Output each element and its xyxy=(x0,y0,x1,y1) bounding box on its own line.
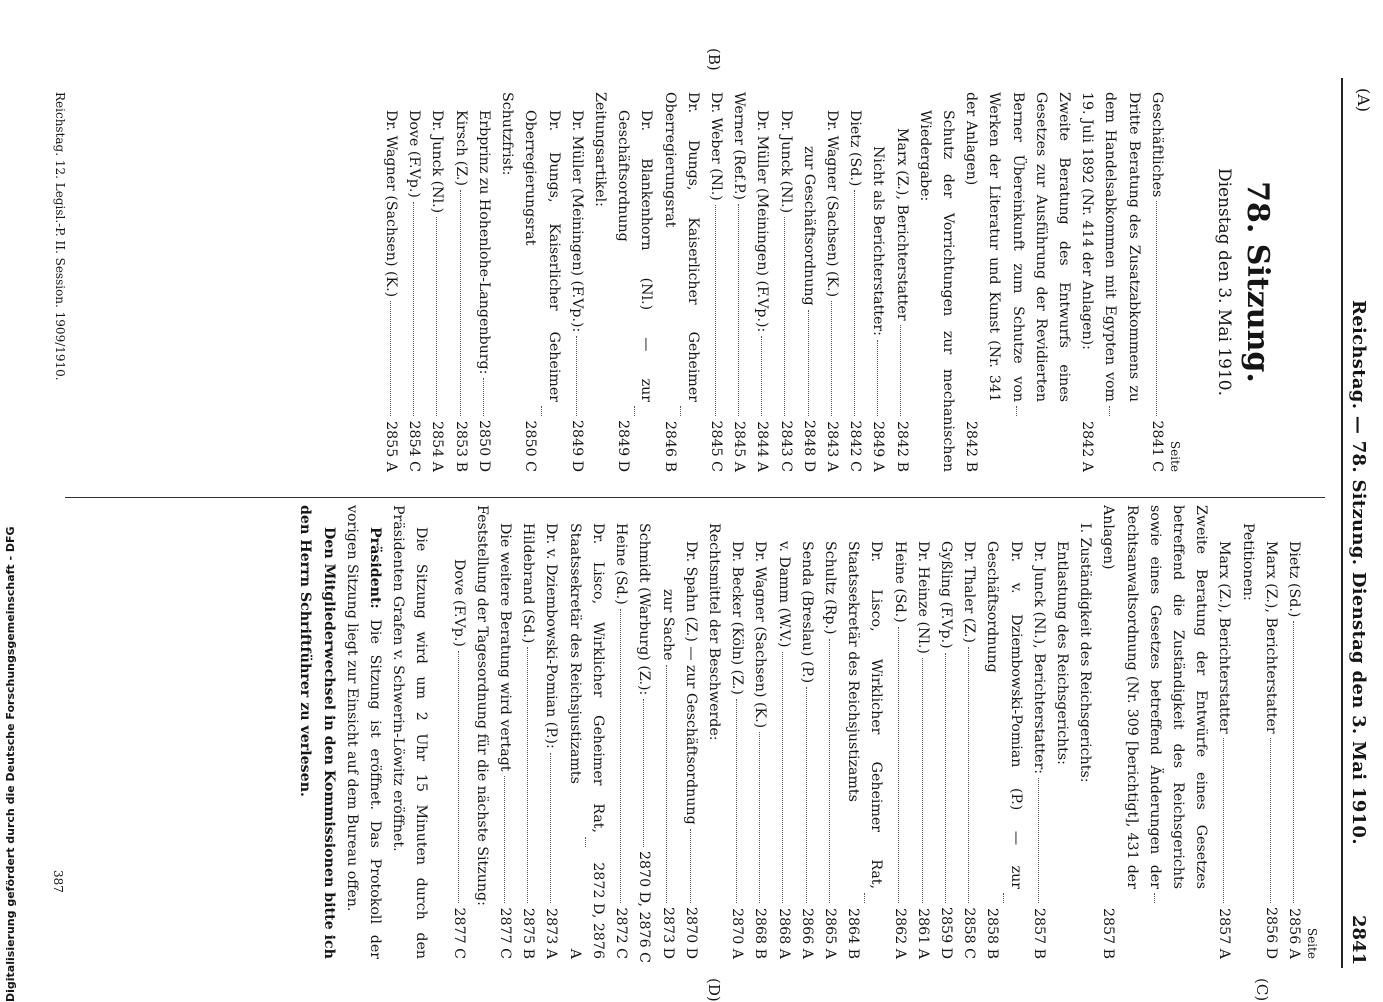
toc-entry-text: Dritte Beratung des Zusatzabkommens zu dem Handelsabkommen mit Egypten vom 19. Juli 1892 (Nr. 414 der Anlagen): xyxy=(1079,92,1142,402)
page-number: 2841 xyxy=(1348,915,1369,966)
toc-entry xyxy=(563,505,609,959)
toc-entry-page: 2856 A xyxy=(1286,908,1302,959)
toc-entry-text: Dr. Dungs, Kaiserlicher Geheimer Oberregierungsrat xyxy=(661,92,701,402)
leader-dots xyxy=(585,837,586,847)
leader-dots xyxy=(483,378,484,416)
toc-entry-page: 2843 C xyxy=(777,420,794,472)
toc-entry-page: 2870 D xyxy=(682,907,699,959)
leader-dots xyxy=(458,651,459,903)
toc-entry-page: 2877 C xyxy=(450,907,467,959)
toc-entry-text: Heine (Sd.) xyxy=(613,523,630,605)
toc-entry-text: zur Geschäftsordnung xyxy=(800,146,817,306)
toc-entry xyxy=(1096,505,1212,959)
leader-dots xyxy=(634,406,635,416)
toc-entry-text: Dr. Lisco, Wirklicher Geheimer Rat, Staatssekretär des Reichsjustizamts xyxy=(566,523,606,833)
toc-entry-page: 2875 B xyxy=(520,907,537,959)
toc-entry xyxy=(748,505,771,959)
toc-entry xyxy=(472,92,495,472)
toc-entry xyxy=(446,505,469,959)
president-text: Die Sitzung ist eröffnet. Das Protokoll der vorigen Sitzung liegt zur Einsicht auf dem Bureau offen. xyxy=(343,505,384,960)
toc-entry xyxy=(959,92,1075,472)
leader-dots xyxy=(968,647,969,903)
leader-dots xyxy=(504,776,505,903)
right-column xyxy=(293,505,1319,963)
toc-entry-page: 2845 A xyxy=(731,421,748,472)
toc-entry-text: Zweite Beratung des Entwurfs eines Gesetzes zur Ausführung der Revidierten Berner Übereinkunft zum Schutze von Werken der Literatur und Kunst (Nr. 341 der Anlagen) xyxy=(963,92,1072,402)
toc-entry-page: 2854 A xyxy=(429,421,446,472)
leader-dots xyxy=(945,653,946,903)
toc-entry-text: Schutz der Vorrichtungen zur mechanischen Wiedergabe: xyxy=(916,110,956,472)
toc-entry xyxy=(820,92,843,472)
toc-entry-text: Geschäftliches xyxy=(1148,92,1165,198)
toc-entry-page: 2873 A xyxy=(543,908,560,959)
leader-dots xyxy=(922,658,923,903)
toc-entry-page: 2877 C xyxy=(497,907,514,959)
toc-entry xyxy=(632,505,655,963)
toc-entry xyxy=(841,505,887,959)
toc-entry-text: Nicht als Berichterstatter: xyxy=(870,146,887,336)
toc-entry xyxy=(913,92,959,472)
leader-dots xyxy=(1293,621,1294,903)
leader-dots xyxy=(1038,778,1039,903)
leader-dots xyxy=(527,647,528,903)
toc-entry xyxy=(866,92,889,472)
toc-entry-page: 2853 B xyxy=(452,420,469,472)
toc-entry-text: Dr. Dungs, Kaiserlicher Geheimer Oberregierungsrat xyxy=(522,110,562,402)
column-rule xyxy=(65,497,1325,498)
toc-entry-page: 2854 C xyxy=(406,420,423,472)
leader-dots xyxy=(643,699,644,847)
toc-entry-page: 2849 D xyxy=(568,420,585,472)
toc-entry-text: Kirsch (Z.) xyxy=(452,110,469,186)
toc-entry-page: 2850 C xyxy=(522,420,539,472)
toc-entry-page: 2842 B xyxy=(893,420,910,472)
toc-entry xyxy=(795,505,818,959)
toc-entry-text: Marx (Z.), Berichterstatter xyxy=(1262,541,1279,734)
toc-entry-text: Schmidt (Warburg) (Z.): xyxy=(636,523,653,696)
leader-dots xyxy=(877,340,878,416)
toc-entry-page: 2856 D xyxy=(1262,907,1279,959)
leader-dots xyxy=(854,190,855,416)
toc-entry-page: 2843 A xyxy=(823,421,840,472)
toc-entry xyxy=(493,505,516,959)
leader-dots xyxy=(900,325,901,416)
margin-marker-a: (A) xyxy=(1354,88,1373,113)
toc-entry-page: 2861 A xyxy=(914,908,931,959)
commission-paragraph: Den Mitgliederwechsel in den Kommissionen bitte ich den Herrn Schriftführer zu verlesen. xyxy=(297,505,337,959)
toc-entry xyxy=(655,505,678,959)
toc-entry xyxy=(379,92,402,472)
session-title: 78. Sitzung. xyxy=(1240,181,1275,383)
toc-entry-page: 2845 C xyxy=(707,420,724,472)
toc-entry-page: 2842 C xyxy=(847,420,864,472)
footer-page-count: 387 xyxy=(51,870,65,893)
toc-entry-page: 2865 A xyxy=(821,908,838,959)
leader-dots xyxy=(784,217,785,416)
leader-dots xyxy=(898,627,899,903)
toc-entry-text: Dr. Weber (Nl.) xyxy=(707,92,724,201)
toc-entry-text: Dr. Junck (Nl.) xyxy=(429,110,446,214)
toc-entry-text: Senda (Breslau) (P.) xyxy=(798,541,815,684)
toc-entry xyxy=(449,92,472,472)
margin-marker-b: (B) xyxy=(705,48,723,71)
leader-dots xyxy=(436,217,437,416)
seite-label-right: Seite xyxy=(1305,927,1319,959)
leader-dots xyxy=(541,406,542,416)
toc-entry-text: Dietz (Sd.) xyxy=(847,110,864,187)
toc-entry xyxy=(1075,92,1145,472)
toc-entry-page: 2858 C xyxy=(961,907,978,959)
leader-dots xyxy=(413,202,414,416)
toc-entry-text: Dr. Blankenhorn (Nl.) — zur Geschäftsordnung xyxy=(615,110,655,402)
toc-entry xyxy=(771,505,794,959)
toc-entry-text: Dr. Junck (Nl.) xyxy=(777,110,794,214)
leader-dots xyxy=(666,665,667,903)
leader-dots xyxy=(806,687,807,903)
toc-entry-page: 2872 C xyxy=(613,907,630,959)
leader-dots xyxy=(1154,893,1155,903)
toc-entry-page: 2870 D, 2876 C xyxy=(636,851,653,963)
toc-entry-text: Zeitungsartikel: xyxy=(591,92,608,207)
toc-entry xyxy=(470,505,493,959)
leader-dots xyxy=(1109,406,1110,416)
toc-entry xyxy=(797,92,820,472)
leader-dots xyxy=(390,301,391,416)
toc-entry xyxy=(750,92,773,472)
toc-entry-text: Erbprinz zu Hohenlohe-Langenburg: xyxy=(475,110,492,375)
left-column xyxy=(379,92,1319,472)
leader-dots xyxy=(460,190,461,416)
toc-entry xyxy=(402,92,425,472)
toc-entry-text: Dietz (Sd.) xyxy=(1286,541,1302,618)
toc-entry-text: zur Sache xyxy=(659,589,676,661)
leader-dots xyxy=(829,639,830,903)
toc-entry xyxy=(818,505,841,959)
toc-entry xyxy=(725,505,748,959)
toc-entry-page: 2842 B xyxy=(963,420,980,472)
toc-entry-page: 2864 B xyxy=(845,907,862,959)
toc-entry-text: Rechtsmittel der Beschwerde: xyxy=(705,523,722,741)
leader-dots xyxy=(831,301,832,416)
digitization-note: Digitalisierung gefördert durch die Deutsche Forschungsgemeinschaft - DFG xyxy=(4,526,17,1002)
toc-entry-page: 2846 B xyxy=(661,420,678,472)
leader-dots xyxy=(808,310,809,416)
leader-dots xyxy=(759,732,760,903)
toc-entry-page: 2868 A xyxy=(775,908,792,959)
toc-entry-text: Schultz (Rp.) xyxy=(821,541,838,635)
toc-entry xyxy=(657,92,703,472)
seite-label: Seite xyxy=(1167,440,1182,472)
toc-entry xyxy=(704,92,727,472)
toc-entry xyxy=(702,505,725,959)
toc-entry-page: 2849 D xyxy=(615,420,632,472)
toc-entry-page: 2857 B xyxy=(1100,907,1117,959)
toc-entry-text: Dr. Junck (Nl.), Berichterstatter: xyxy=(1030,541,1047,775)
toc-entry xyxy=(773,92,796,472)
toc-entry xyxy=(565,92,588,472)
leader-dots xyxy=(715,205,716,416)
toc-entry-text: Dove (F.Vp.) xyxy=(406,110,423,198)
toc-entry-text: Zweite Beratung der Entwürfe eines Gesetzes betreffend die Zuständigkeit des Reichsgerichts sowie eines Gesetzes betreffend Änderungen der Rechtsanwaltsordnung (Nr. 309 [berichtigt], 431 der Anlagen) xyxy=(1100,505,1210,889)
toc-entry xyxy=(495,92,518,472)
leader-dots xyxy=(738,204,739,416)
toc-entry-text: Heine (Sd.) xyxy=(891,541,908,623)
toc-entry-text: Feststellung der Tagesordnung für die nächste Sitzung: xyxy=(473,505,490,906)
toc-entry-text: Petitionen: xyxy=(1239,523,1256,601)
toc-entry-page: 2841 C xyxy=(1148,420,1165,472)
toc-entry-text: v. Damm (W.V.) xyxy=(775,541,792,648)
toc-entry xyxy=(1212,505,1235,959)
toc-entry-text: Dove (F.Vp.) xyxy=(450,559,467,647)
toc-entry xyxy=(887,505,910,959)
leader-dots xyxy=(1016,406,1017,416)
toc-entry-text: Dr. Spahn (Z.) — zur Geschäftsordnung xyxy=(682,541,699,825)
toc-entry xyxy=(1282,505,1305,959)
toc-entry-text: Dr. Wagner (Sachsen) (K.) xyxy=(752,541,769,729)
toc-entry-text: Dr. Heinze (Nl.) xyxy=(914,541,931,654)
toc-entry-text: Dr. Thaler (Z.) xyxy=(961,541,978,644)
toc-entry xyxy=(539,505,562,959)
toc-entry xyxy=(1050,505,1073,959)
leader-dots xyxy=(680,406,681,416)
toc-entry-text: Dr. Lisco, Wirklicher Geheimer Rat, Staatssekretär des Reichsjustizamts xyxy=(845,541,885,889)
toc-entry-text: Die weitere Beratung wird vertagt xyxy=(497,523,514,772)
leader-dots xyxy=(620,609,621,903)
toc-entry xyxy=(425,92,448,472)
toc-entry-text: Gyßling (F.Vp.) xyxy=(937,541,954,649)
toc-entry xyxy=(518,92,564,472)
toc-entry-page: 2859 D xyxy=(937,907,954,959)
margin-marker-d: (D) xyxy=(705,978,723,1002)
toc-entry-text: Schutzfrist: xyxy=(499,92,516,176)
running-header: Reichstag. — 78. Sitzung. Dienstag den 3. Mai 1910. xyxy=(1348,300,1369,845)
leader-dots xyxy=(864,893,865,903)
toc-entry xyxy=(727,92,750,472)
leader-dots xyxy=(1270,738,1271,903)
footer-left: Reichstag. 12. Legisl.-P. II. Session. 1909/1910. xyxy=(53,92,67,381)
toc-entry-text: Dr. v. Dziembowski-Pomian (P.) — zur Geschäftsordnung xyxy=(984,541,1024,889)
toc-entry-text: Marx (Z.), Berichterstatter xyxy=(893,128,910,321)
toc-entry xyxy=(1073,505,1096,959)
toc-entry-text: Dr. Becker (Köln) (Z.) xyxy=(729,541,746,695)
toc-entry-text: Dr. Wagner (Sachsen) (K.) xyxy=(823,110,840,298)
president-paragraph xyxy=(340,505,386,959)
toc-entry-text: Dr. Müller (Meiningen) (F.Vp.): xyxy=(568,110,585,333)
toc-entry-page: 2857 B xyxy=(1030,907,1047,959)
toc-entry-text: Dr. Wagner (Sachsen) (K.) xyxy=(383,110,400,298)
leader-dots xyxy=(1156,201,1157,416)
toc-entry-page: 2857 A xyxy=(1216,908,1233,959)
left-toc xyxy=(379,92,1168,472)
leader-dots xyxy=(550,753,551,903)
leader-dots xyxy=(690,829,691,903)
leader-dots xyxy=(782,652,783,903)
right-toc xyxy=(446,505,1305,963)
toc-entry-page: 2855 A xyxy=(383,421,400,472)
toc-entry-page: 2844 A xyxy=(754,421,771,472)
toc-entry-text: Dr. v. Dziembowski-Pomian (P.): xyxy=(543,523,560,749)
toc-entry-page: 2862 A xyxy=(891,908,908,959)
leader-dots xyxy=(736,699,737,903)
toc-entry-page: 2850 D xyxy=(475,420,492,472)
toc-entry xyxy=(588,92,611,472)
margin-marker-c: (C) xyxy=(1253,978,1271,1002)
toc-entry xyxy=(1027,505,1050,959)
toc-entry xyxy=(957,505,980,959)
toc-entry xyxy=(911,505,934,959)
toc-entry-text: I. Zuständigkeit des Reichsgerichts: xyxy=(1077,523,1094,783)
toc-entry-page: 2872 D, 2876 A xyxy=(566,862,606,959)
toc-entry-text: Werner (Ref.P.) xyxy=(731,92,748,201)
toc-entry-page: 2866 A xyxy=(798,908,815,959)
toc-entry-page: 2858 B xyxy=(984,907,1001,959)
toc-entry-page: 2870 A xyxy=(729,908,746,959)
toc-entry xyxy=(980,505,1026,959)
toc-entry-page: 2849 A xyxy=(870,421,887,472)
toc-entry-page: 2842 A xyxy=(1079,421,1096,472)
opening-paragraph: Die Sitzung wird um 2 Uhr 15 Minuten durch den Präsidenten Grafen v. Schwerin-Löwitz eröffnet. xyxy=(390,505,430,959)
leader-dots xyxy=(1223,738,1224,903)
leader-dots xyxy=(1003,893,1004,903)
toc-entry-text: Entlastung des Reichsgerichts: xyxy=(1053,541,1070,765)
toc-entry xyxy=(516,505,539,959)
toc-entry-page: 2868 B xyxy=(752,907,769,959)
toc-entry xyxy=(611,92,657,472)
toc-entry xyxy=(609,505,632,959)
toc-entry xyxy=(1145,92,1168,472)
toc-entry xyxy=(1259,505,1282,959)
toc-entry xyxy=(843,92,866,472)
toc-entry-page: 2873 D xyxy=(659,907,676,959)
president-label: Präsident: xyxy=(367,527,384,609)
leader-dots xyxy=(576,336,577,416)
toc-entry-text: Hildebrand (Sd.) xyxy=(520,523,537,644)
toc-entry-page: 2848 D xyxy=(800,420,817,472)
header-rule xyxy=(1341,78,1343,968)
toc-entry-text: Marx (Z.), Berichterstatter xyxy=(1216,541,1233,734)
toc-entry xyxy=(1235,505,1258,959)
toc-entry xyxy=(889,92,912,472)
toc-entry xyxy=(934,505,957,959)
toc-entry xyxy=(679,505,702,959)
toc-entry-text: Dr. Müller (Meiningen) (F.Vp.): xyxy=(754,110,771,333)
session-date: Dienstag den 3. Mai 1910. xyxy=(1214,167,1234,397)
leader-dots xyxy=(761,336,762,416)
